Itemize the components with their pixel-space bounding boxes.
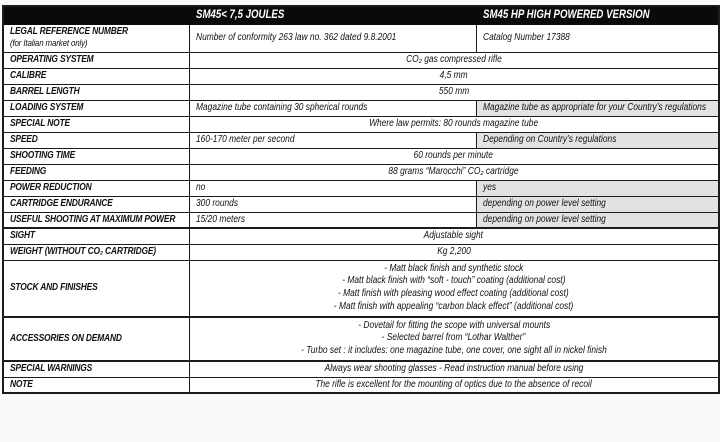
header-col-hp [476,6,719,24]
header-col-standard-label: SM45< 7,5 JOULES [195,9,284,22]
row-label: POWER REDUCTION [3,180,189,196]
table-row-cartridge-endurance [3,196,719,212]
row-label: WEIGHT (WITHOUT CO₂ CARTRIDGE) [3,244,189,260]
row-label: LOADING SYSTEM [3,100,189,116]
accessory-option: - Selected barrel from “Lothar Walther” [381,332,526,344]
accessory-option: - Turbo set : it includes: one magazine tube, one cover, one sight all in nickel finish [300,345,607,357]
table-row-special-note [3,116,719,132]
spec-table [2,5,720,394]
table-row-operating-system [3,52,719,68]
cell-standard: 300 rounds [189,196,476,212]
accessory-option: - Dovetail for fitting the scope with universal mounts [357,319,550,331]
row-label: FEEDING [3,164,189,180]
row-label: NOTE [3,377,189,393]
row-label: SHOOTING TIME [3,148,189,164]
row-label: STOCK AND FINISHES [3,260,189,317]
header-row [3,6,719,24]
row-label: BARREL LENGTH [3,84,189,100]
row-label: ACCESSORIES ON DEMAND [3,317,189,361]
row-label [3,24,189,52]
stock-finish-option: - Matt black finish and synthetic stock [384,262,524,274]
cell-span: 550 mm [189,84,719,100]
cell-span [189,317,719,361]
row-label: SIGHT [3,228,189,244]
cell-span: Adjustable sight [189,228,719,244]
cell-span: The rifle is excellent for the mounting of optics due to the absence of recoil [189,377,719,393]
stock-finish-option: - Matt black finish with “soft - touch” coating (additional cost) [342,275,566,287]
table-row-power-reduction [3,180,719,196]
table-row-legal-reference [3,24,719,52]
cell-standard: Magazine tube containing 30 spherical rounds [189,100,476,116]
cell-hp: Depending on Country’s regulations [476,132,719,148]
header-corner-cell [3,6,189,24]
stock-finish-option: - Matt finish with appealing “carbon black effect” (additional cost) [333,300,574,312]
table-row-stock-and-finishes [3,260,719,317]
cell-standard: 15/20 meters [189,212,476,228]
header-col-hp-label: SM45 HP HIGH POWERED VERSION [482,9,650,22]
table-row-sight [3,228,719,244]
cell-standard: Number of conformity 263 law no. 362 dated 9.8.2001 [189,24,476,52]
cell-span [189,260,719,317]
row-sublabel-text: (for Italian market only) [10,38,88,49]
table-row-speed [3,132,719,148]
row-label: USEFUL SHOOTING AT MAXIMUM POWER [3,212,189,228]
cell-standard: no [189,180,476,196]
table-row-feeding [3,164,719,180]
row-label: SPECIAL WARNINGS [3,361,189,377]
cell-span: Where law permits: 80 rounds magazine tube [189,116,719,132]
table-row-weight [3,244,719,260]
row-label: OPERATING SYSTEM [3,52,189,68]
cell-hp: yes [476,180,719,196]
row-label: SPEED [3,132,189,148]
cell-span: 4,5 mm [189,68,719,84]
table-row-note [3,377,719,393]
table-row-useful-shooting [3,212,719,228]
row-label: SPECIAL NOTE [3,116,189,132]
table-row-calibre [3,68,719,84]
table-row-special-warnings [3,361,719,377]
cell-hp: depending on power level setting [476,196,719,212]
table-row-barrel-length [3,84,719,100]
row-label: CALIBRE [3,68,189,84]
header-col-standard [189,6,476,24]
row-label-text: LEGAL REFERENCE NUMBER [10,26,128,37]
table-row-loading-system [3,100,719,116]
cell-span: 60 rounds per minute [189,148,719,164]
cell-span: 88 grams “Marocchi” CO₂ cartridge [189,164,719,180]
cell-span: Kg 2,200 [189,244,719,260]
cell-hp: depending on power level setting [476,212,719,228]
cell-span: Always wear shooting glasses - Read instruction manual before using [189,361,719,377]
cell-standard: 160-170 meter per second [189,132,476,148]
cell-span: CO₂ gas compressed rifle [189,52,719,68]
table-row-shooting-time [3,148,719,164]
row-label: CARTRIDGE ENDURANCE [3,196,189,212]
cell-hp: Catalog Number 17388 [476,24,719,52]
table-row-accessories [3,317,719,361]
stock-finish-option: - Matt finish with pleasing wood effect coating (additional cost) [338,288,570,300]
cell-hp: Magazine tube as appropriate for your Country’s regulations [476,100,719,116]
